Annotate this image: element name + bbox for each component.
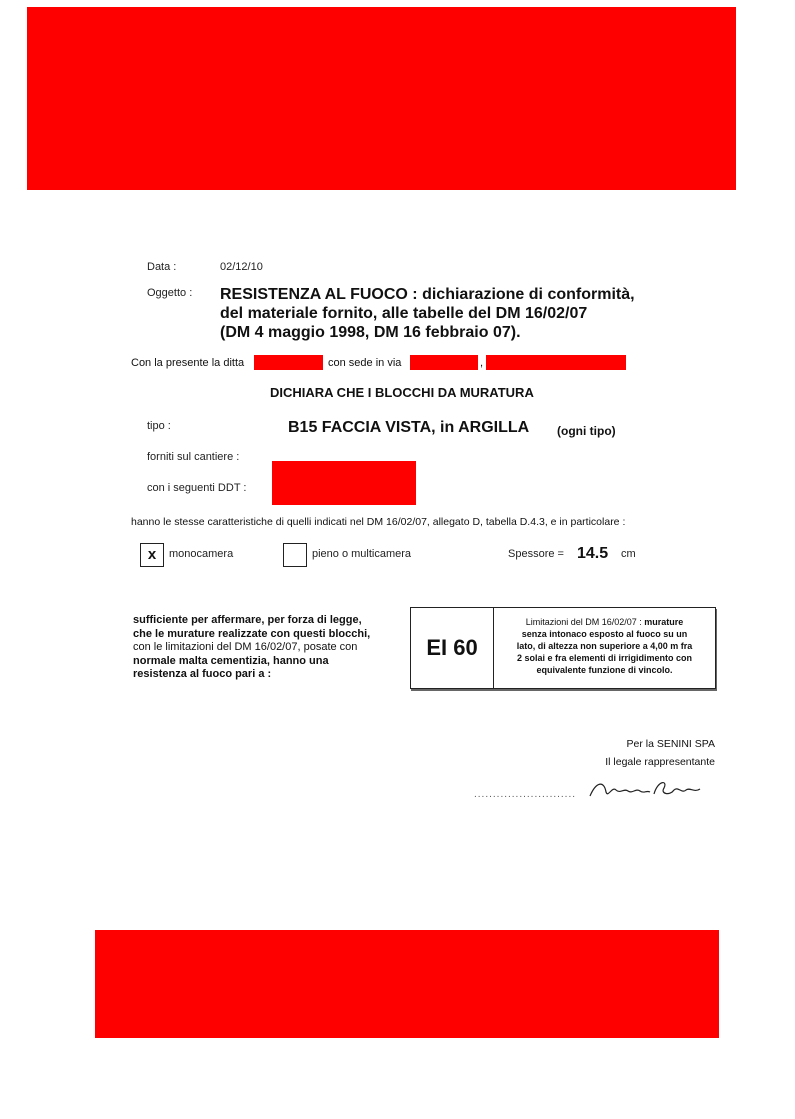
signature-dots: ........................... (474, 789, 577, 800)
redaction-top-banner (27, 7, 736, 190)
pieno-label: pieno o multicamera (312, 548, 412, 560)
date-value: 02/12/10 (220, 261, 263, 273)
date-label: Data : (147, 261, 177, 273)
signature-line (474, 784, 706, 804)
conclusion-line-3: con le limitazioni del DM 16/02/07, posate con (133, 641, 358, 653)
conclusion-line-5: resistenza al fuoco pari a : (133, 668, 272, 680)
limits-line-5: equivalente funzione di vincolo. (536, 665, 673, 675)
declaration-heading: DICHIARA CHE I BLOCCHI DA MURATURA (270, 385, 534, 400)
signature-company: Per la SENINI SPA (626, 738, 715, 750)
spessore-value: 14.5 (577, 545, 609, 562)
intro-prefix: Con la presente la ditta (131, 357, 245, 369)
cantiere-label: forniti sul cantiere : (147, 451, 240, 463)
monocamera-checkbox: x (140, 543, 164, 567)
ddt-label: con i seguenti DDT : (147, 482, 247, 494)
handwritten-signature (586, 778, 706, 800)
subject-label: Oggetto : (147, 287, 193, 299)
redaction-company-name (254, 355, 323, 370)
redaction-street (410, 355, 478, 370)
limits-line-2: senza intonaco esposto al fuoco su un (521, 629, 688, 639)
subject-line-3: (DM 4 maggio 1998, DM 16 febbraio 07). (220, 324, 521, 341)
tipo-label: tipo : (147, 420, 171, 432)
spessore-label: Spessore = (508, 548, 564, 560)
subject-line-1: RESISTENZA AL FUOCO : dichiarazione di conformità, (220, 286, 635, 303)
redaction-bottom-banner (95, 930, 719, 1038)
tipo-note: (ogni tipo) (557, 424, 616, 438)
fire-rating-box (410, 607, 716, 689)
intro-address-label: con sede in via (328, 357, 402, 369)
spessore-unit: cm (621, 548, 636, 560)
limits-intro: Limitazioni del DM 16/02/07 : (525, 617, 642, 627)
intro-comma: , (480, 357, 484, 369)
subject-line-2: del materiale fornito, alle tabelle del DM 16/02/07 (220, 305, 588, 322)
conclusion-line-1: sufficiente per affermare, per forza di legge, (133, 614, 362, 626)
signature-role: Il legale rappresentante (605, 756, 715, 768)
fire-rating-value: EI 60 (411, 608, 494, 688)
conclusion-line-2: che le murature realizzate con questi blocchi, (133, 627, 371, 640)
monocamera-label: monocamera (169, 548, 234, 560)
redaction-ddt (272, 461, 416, 505)
fire-rating-limits (494, 608, 715, 688)
limits-line-1: murature (644, 617, 684, 627)
pieno-checkbox (283, 543, 307, 567)
redaction-city (486, 355, 626, 370)
limits-line-3: lato, di altezza non superiore a 4,00 m fra (516, 641, 693, 651)
characteristics-text: hanno le stesse caratteristiche di quelli indicati nel DM 16/02/07, allegato D, tabella D.4.3, e in particolare : (131, 516, 626, 528)
conclusion-line-4: normale malta cementizia, hanno una (133, 654, 329, 667)
tipo-value: B15 FACCIA VISTA, in ARGILLA (288, 419, 530, 436)
limits-line-4: 2 solai e fra elementi di irrigidimento con (516, 653, 693, 663)
conclusion-paragraph (133, 614, 408, 682)
